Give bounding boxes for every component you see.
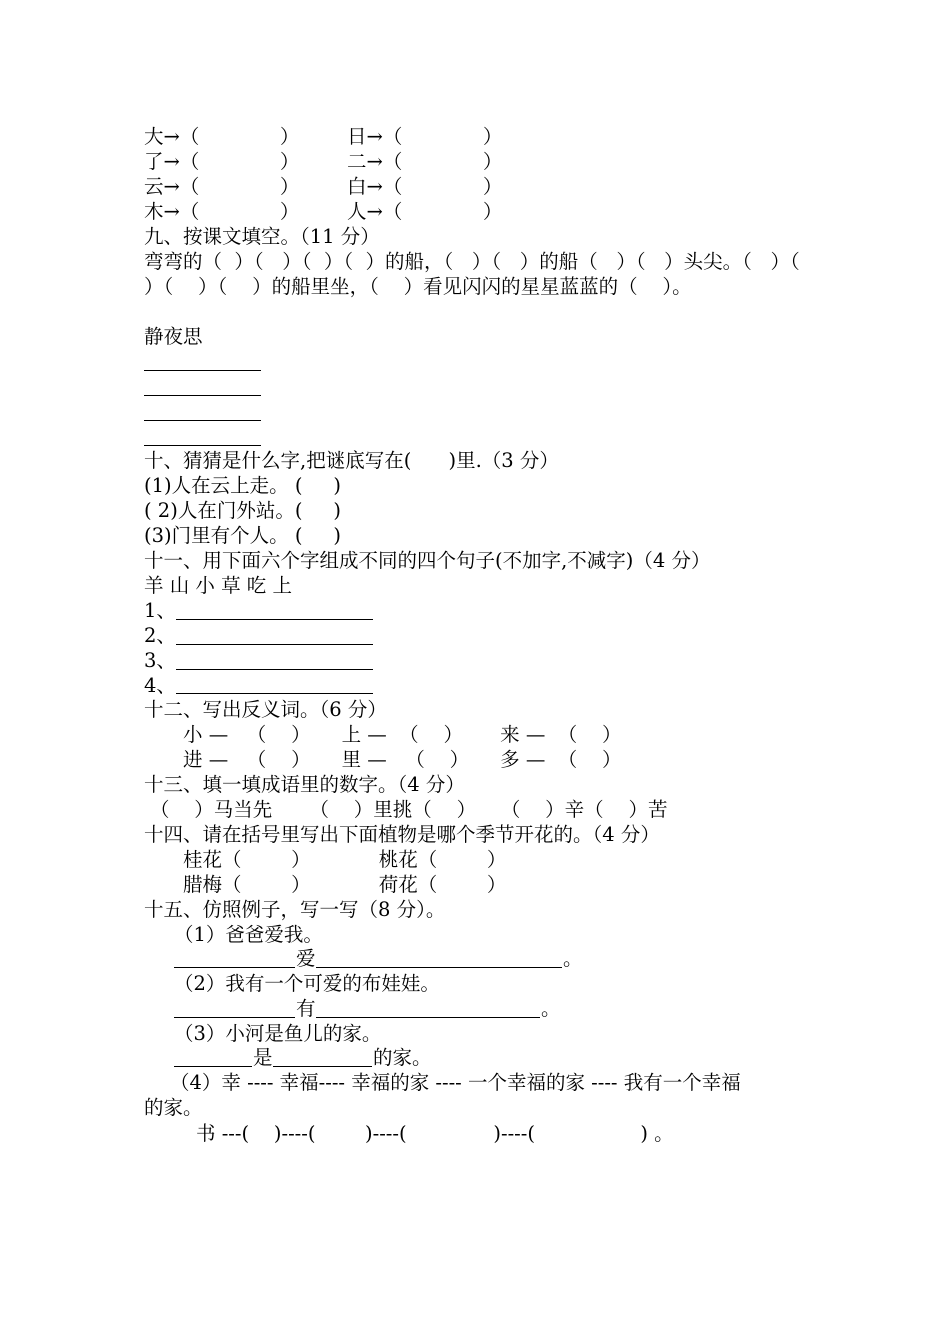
riddle-1: (1)人在云上走。 ( ) xyxy=(144,474,342,497)
arrow-row-4-right: 人→（ ） xyxy=(347,200,503,223)
poem-answer-line-1[interactable] xyxy=(144,370,261,371)
sentence-answer-line-4[interactable] xyxy=(176,693,373,694)
example-1-blank-a[interactable] xyxy=(174,967,295,968)
example-1-blank-b[interactable] xyxy=(316,967,562,968)
antonym-row-2: 进 — （ ） 里 — （ ） 多 — （ ） xyxy=(183,748,622,771)
section15-title: 十五、仿照例子，写一写（8 分）。 xyxy=(144,898,446,921)
example-1-end: 。 xyxy=(563,947,583,970)
sentence-number-2: 2、 xyxy=(144,624,176,647)
sentence-number-1: 1、 xyxy=(144,599,176,622)
poem-answer-line-4[interactable] xyxy=(144,445,261,446)
riddle-2: ( 2)人在门外站。( ) xyxy=(144,499,342,522)
example-4-line-2: 的家。 xyxy=(144,1096,203,1119)
arrow-row-3-right: 白→（ ） xyxy=(347,175,503,198)
arrow-row-2-right: 二→（ ） xyxy=(347,150,503,173)
section9-line2: ）（ ）（ ）的船里坐，（ ）看见闪闪的星星蓝蓝的（ ）。 xyxy=(144,275,692,298)
example-3-tail: 的家。 xyxy=(373,1046,432,1069)
poem-answer-line-3[interactable] xyxy=(144,420,261,421)
example-3-blank-b[interactable] xyxy=(273,1066,372,1067)
example-2-blank-a[interactable] xyxy=(174,1017,295,1018)
example-2-end: 。 xyxy=(541,997,561,1020)
sentence-number-4: 4、 xyxy=(144,674,176,697)
season-row-1: 桂花（ ） 桃花（ ） xyxy=(183,848,507,871)
poem-title: 静夜思 xyxy=(144,325,203,348)
section11-title: 十一、用下面六个字组成不同的四个句子(不加字,不减字)（4 分） xyxy=(144,549,711,572)
section12-title: 十二、写出反义词。（6 分） xyxy=(144,698,387,721)
example-3-word: 是 xyxy=(253,1046,273,1069)
arrow-row-1-right: 日→（ ） xyxy=(347,125,503,148)
example-3-blank-a[interactable] xyxy=(174,1066,252,1067)
section9-title: 九、按课文填空。（11 分） xyxy=(144,225,380,248)
section14-title: 十四、请在括号里写出下面植物是哪个季节开花的。（4 分） xyxy=(144,823,660,846)
example-4-line-3: 书 ---( )----( )----( )----( ) 。 xyxy=(196,1122,674,1145)
sentence-answer-line-2[interactable] xyxy=(176,644,373,645)
season-row-2: 腊梅（ ） 荷花（ ） xyxy=(183,873,507,896)
section9-line1: 弯弯的（ ）（ ）（ ）（ ）的船，（ ）（ ）的船（ ）（ ）头尖。（ ）（ xyxy=(144,250,800,273)
section11-chars: 羊 山 小 草 吃 上 xyxy=(144,574,292,597)
example-2-word: 有 xyxy=(296,997,316,1020)
section10-title: 十、猜猜是什么字,把谜底写在( )里.（3 分） xyxy=(144,449,559,472)
sentence-answer-line-3[interactable] xyxy=(176,669,373,670)
example-1-word: 爱 xyxy=(296,947,316,970)
example-2: （2）我有一个可爱的布娃娃。 xyxy=(174,972,440,995)
example-4-line-1: （4）幸 ---- 幸福---- 幸福的家 ---- 一个幸福的家 ---- 我有一个幸福 xyxy=(170,1071,741,1094)
arrow-row-2-left: 了→（ ） xyxy=(144,150,300,173)
arrow-row-1-left: 大→（ ） xyxy=(144,125,300,148)
example-1: （1）爸爸爱我。 xyxy=(174,923,323,946)
example-2-blank-b[interactable] xyxy=(316,1017,540,1018)
sentence-number-3: 3、 xyxy=(144,649,176,672)
idiom-row: （ ）马当先 （ ）里挑（ ） （ ）辛（ ）苦 xyxy=(150,798,668,821)
section13-title: 十三、填一填成语里的数字。（4 分） xyxy=(144,773,465,796)
arrow-row-4-left: 木→（ ） xyxy=(144,200,300,223)
arrow-row-3-left: 云→（ ） xyxy=(144,175,300,198)
riddle-3: (3)门里有个人。 ( ) xyxy=(144,524,342,547)
sentence-answer-line-1[interactable] xyxy=(176,619,373,620)
poem-answer-line-2[interactable] xyxy=(144,395,261,396)
example-3: （3）小河是鱼儿的家。 xyxy=(174,1022,382,1045)
antonym-row-1: 小 — （ ） 上 — （ ） 来 — （ ） xyxy=(183,723,622,746)
